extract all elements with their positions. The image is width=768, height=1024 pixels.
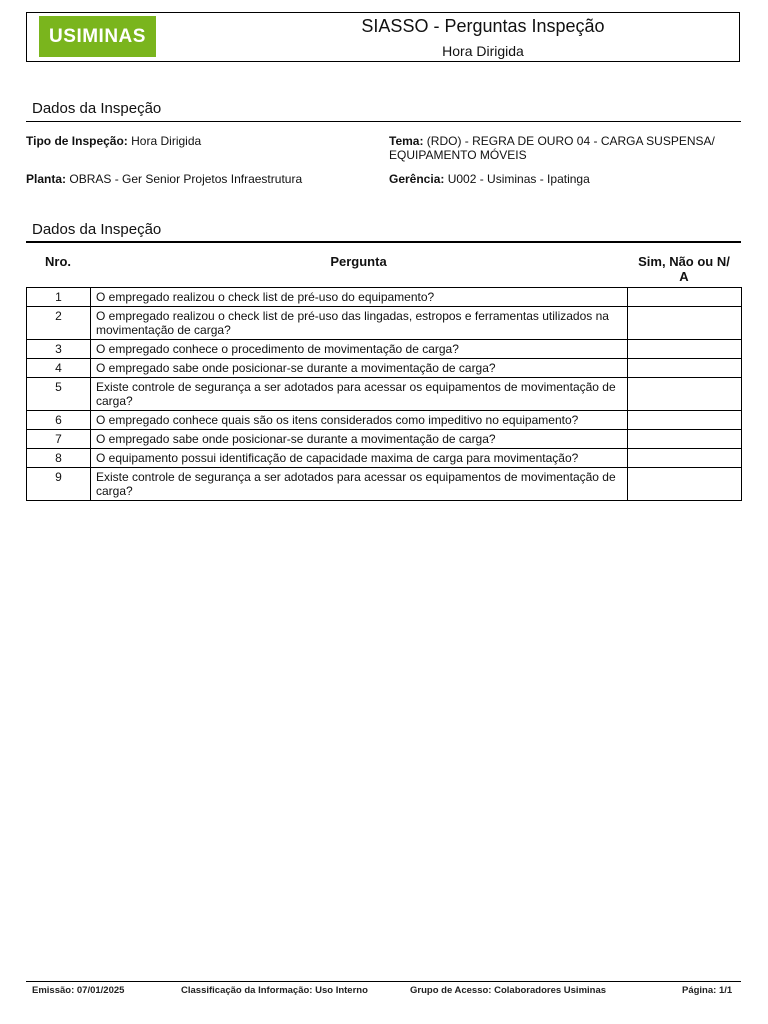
answer-cell[interactable] [628,411,742,430]
answer-cell[interactable] [628,468,742,501]
answer-cell[interactable] [628,378,742,411]
answer-cell[interactable] [628,449,742,468]
question-number: 7 [27,430,91,449]
field-label: Planta: [26,172,67,186]
field-tema [389,134,739,162]
column-header-resposta-line2: A [679,269,689,284]
question-number: 9 [27,468,91,501]
field-label: Tipo de Inspeção: [26,134,128,148]
report-header [26,12,740,62]
question-number: 5 [27,378,91,411]
question-text: O empregado sabe onde posicionar-se durante a movimentação de carga? [91,430,628,449]
footer-emissao: Emissão: 07/01/2025 [32,985,125,996]
answer-cell[interactable] [628,359,742,378]
field-gerencia [389,172,590,186]
column-header-resposta [627,254,741,284]
answer-cell[interactable] [628,430,742,449]
footer-pagina: Página: 1/1 [682,985,733,996]
section-divider [26,241,741,243]
field-value-continued: EQUIPAMENTO MÓVEIS [389,148,527,162]
field-value: OBRAS - Ger Senior Projetos Infraestrutura [69,172,303,186]
section-title-questions: Dados da Inspeção [32,221,162,238]
column-header-pergunta: Pergunta [330,254,387,269]
field-tipo-inspecao [26,134,201,148]
answer-cell[interactable] [628,307,742,340]
section-title-inspection-data: Dados da Inspeção [32,100,162,117]
question-text: Existe controle de segurança a ser adotados para acessar os equipamentos de movimentação de carga? [91,468,628,501]
question-text: O equipamento possui identificação de capacidade maxima de carga para movimentação? [91,449,628,468]
question-text: O empregado sabe onde posicionar-se durante a movimentação de carga? [91,359,628,378]
question-number: 4 [27,359,91,378]
field-label: Tema: [389,134,424,148]
field-value: Hora Dirigida [131,134,202,148]
usiminas-logo: USIMINAS [39,16,156,57]
question-number: 1 [27,288,91,307]
report-subtitle: Hora Dirigida [442,43,524,59]
table-row [27,449,742,468]
table-row [27,359,742,378]
table-row [27,430,742,449]
field-value: U002 - Usiminas - Ipatinga [447,172,590,186]
question-text: Existe controle de segurança a ser adotados para acessar os equipamentos de movimentação de carga? [91,378,628,411]
report-title: SIASSO - Perguntas Inspeção [361,16,605,36]
table-row [27,378,742,411]
question-number: 2 [27,307,91,340]
footer-grupo-acesso: Grupo de Acesso: Colaboradores Usiminas [410,985,607,996]
footer-classificacao: Classificação da Informação: Uso Interno [181,985,368,996]
question-text: O empregado conhece quais são os itens considerados como impeditivo no equipamento? [91,411,628,430]
questions-table [26,287,742,501]
field-label: Gerência: [389,172,445,186]
table-row [27,288,742,307]
question-number: 8 [27,449,91,468]
table-row [27,411,742,430]
column-header-nro: Nro. [45,254,71,269]
field-planta [26,172,302,186]
question-number: 3 [27,340,91,359]
answer-cell[interactable] [628,340,742,359]
column-header-resposta-line1: Sim, Não ou N/ [638,254,730,269]
field-value: (RDO) - REGRA DE OURO 04 - CARGA SUSPENSA/ [426,134,715,148]
question-text: O empregado realizou o check list de pré-uso do equipamento? [91,288,628,307]
table-row [27,340,742,359]
question-text: O empregado realizou o check list de pré-uso das lingadas, estropos e ferramentas utilizados na movimentação de carga? [91,307,628,340]
question-number: 6 [27,411,91,430]
table-row [27,307,742,340]
table-row [27,468,742,501]
footer-divider [26,981,741,982]
answer-cell[interactable] [628,288,742,307]
question-text: O empregado conhece o procedimento de movimentação de carga? [91,340,628,359]
section-divider [26,121,741,122]
